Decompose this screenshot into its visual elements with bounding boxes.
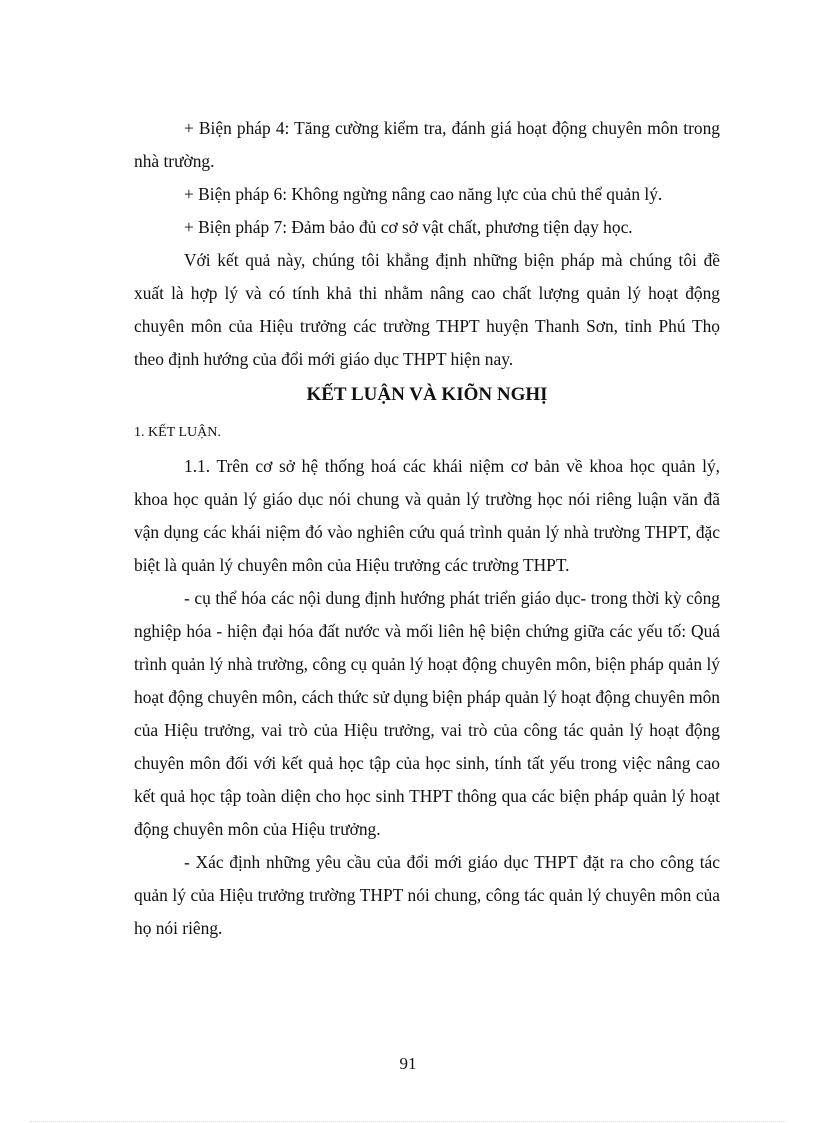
- paragraph-measure-4: + Biện pháp 4: Tăng cường kiểm tra, đánh giá hoạt động chuyên môn trong nhà trường.: [134, 118, 720, 171]
- page-number: 91: [399, 1054, 417, 1073]
- page-content: [134, 112, 720, 945]
- paragraph-measure-7: + Biện pháp 7: Đảm bảo đủ cơ sở vật chất, phương tiện dạy học.: [184, 217, 633, 237]
- paragraph-requirements: - Xác định những yêu cầu của đổi mới giáo dục THPT đặt ra cho công tác quản lý của Hiệu trưởng trường THPT nói chung, công tác quản lý chuyên môn của họ nói riêng.: [134, 852, 720, 938]
- paragraph-assessment: Với kết quả này, chúng tôi khẳng định những biện pháp mà chúng tôi đề xuất là hợp lý và có tính khả thi nhằm nâng cao chất lượng quản lý hoạt động chuyên môn của Hiệu trưởng các trường THPT huyện Thanh Sơn, tỉnh Phú Thọ theo định hướng của đổi mới giáo dục THPT hiện nay.: [134, 250, 720, 369]
- paragraph-measure-6: + Biện pháp 6: Không ngừng nâng cao năng lực của chủ thể quản lý.: [184, 184, 663, 204]
- paragraph-conclusion-1-1: 1.1. Trên cơ sở hệ thống hoá các khái niệm cơ bản về khoa học quản lý, khoa học quản lý giáo dục nói chung và quản lý trường học nói riêng luận văn đã vận dụng các khái niệm đó vào nghiên cứu quá trình quản lý nhà trường THPT, đặc biệt là quản lý chuyên môn của Hiệu trưởng các trường THPT.: [134, 456, 720, 575]
- page-bottom-divider: [30, 1121, 786, 1122]
- section-title: 1. KẾT LUẬN.: [134, 425, 221, 440]
- paragraph-concretize: - cụ thể hóa các nội dung định hướng phát triển giáo dục- trong thời kỳ công nghiệp hóa - hiện đại hóa đất nước và mối liên hệ biện chứng giữa các yếu tố: Quá trình quản lý nhà trường, công cụ quản lý hoạt động chuyên môn, biện pháp quản lý hoạt động chuyên môn, cách thức sử dụng biện pháp quản lý hoạt động chuyên môn của Hiệu trưởng, vai trò của Hiệu trưởng, vai trò của công tác quản lý hoạt động chuyên môn đối với kết quả học tập của học sinh, tính tất yếu trong việc nâng cao kết quả học tập toàn diện cho học sinh THPT thông qua các biện pháp quản lý hoạt động chuyên môn của Hiệu trưởng.: [134, 588, 720, 839]
- chapter-heading: KẾT LUẬN VÀ KIÕN NGHỊ: [306, 384, 548, 405]
